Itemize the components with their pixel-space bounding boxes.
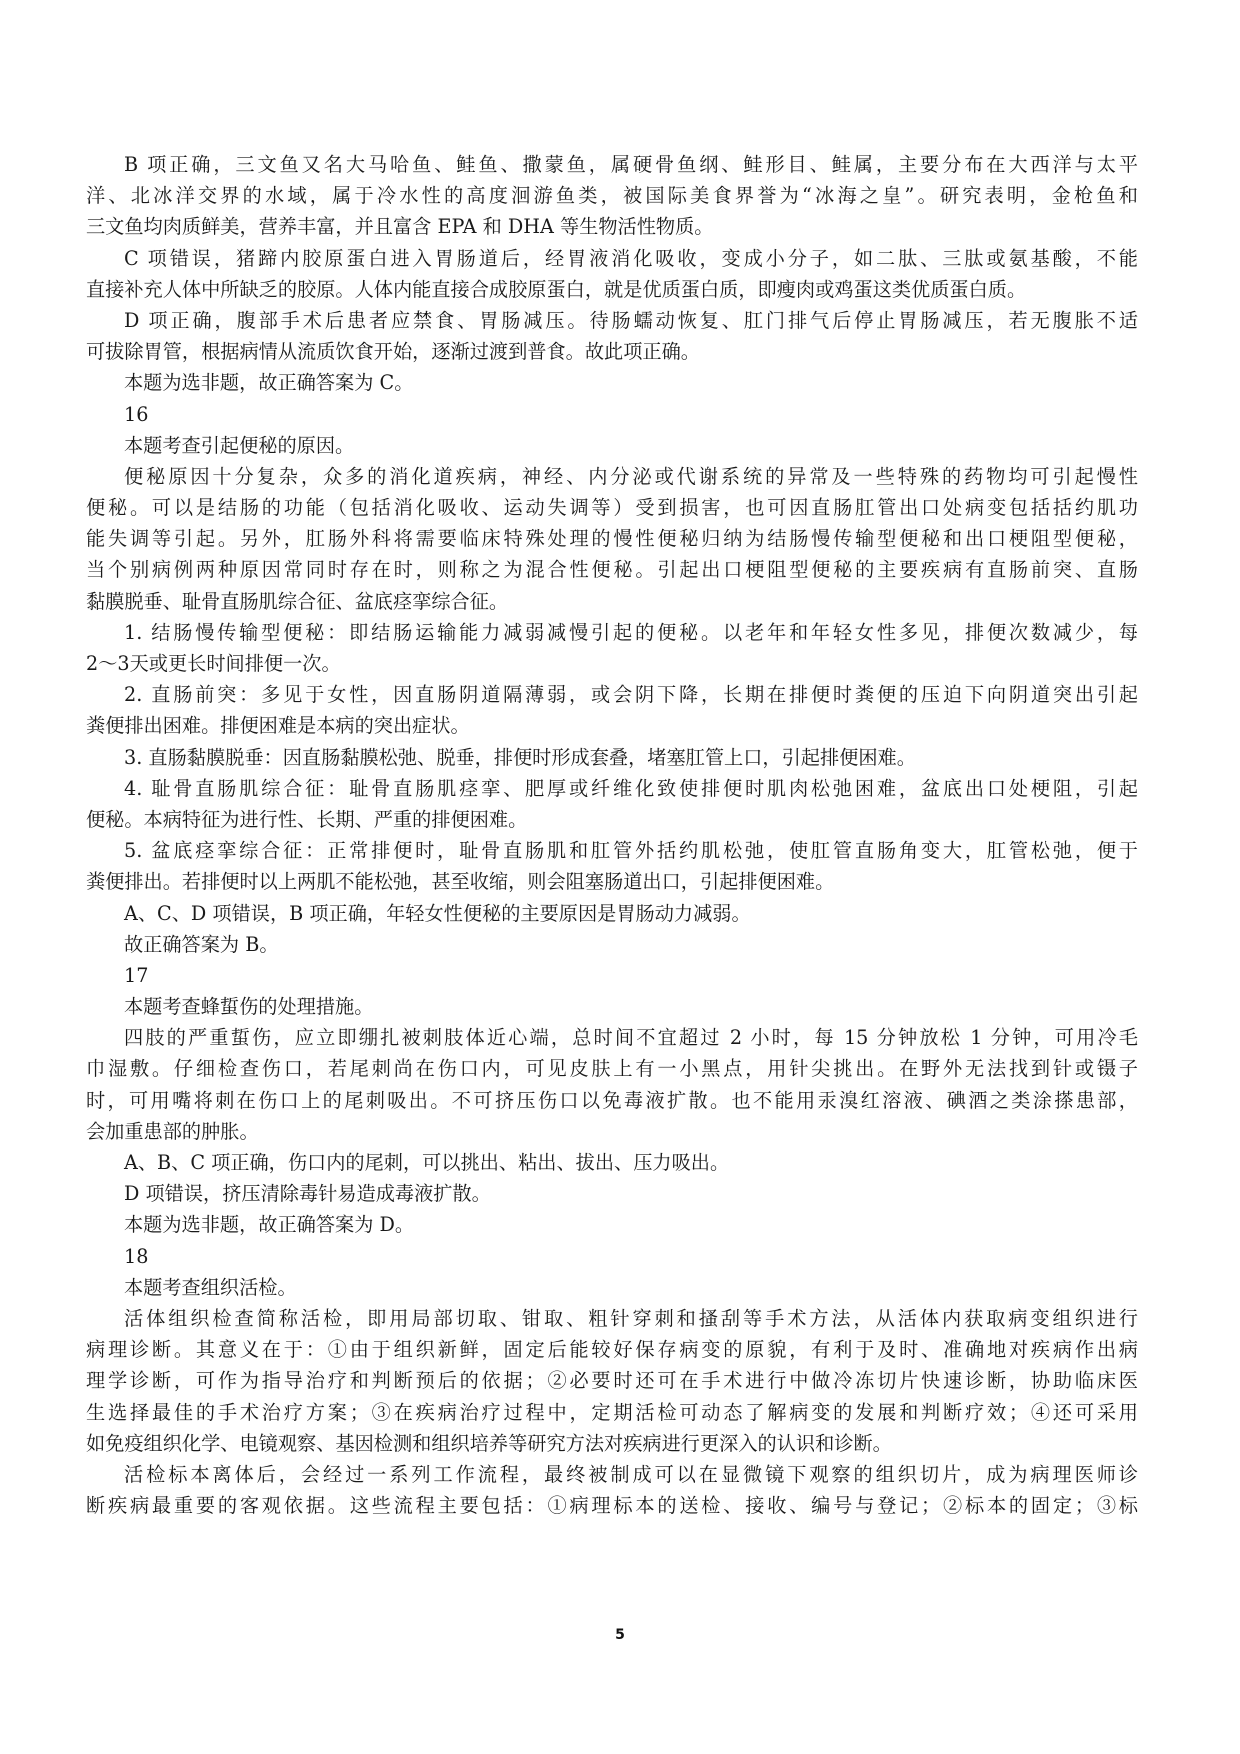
text-line: 可拔除胃管，根据病情从流质饮食开始，逐渐过渡到普食。故此项正确。 — [86, 340, 700, 364]
text-line: 17 — [124, 963, 149, 987]
text-line: 活检标本离体后，会经过一系列工作流程，最终被制成可以在显微镜下观察的组织切片，成为病理医师诊 — [124, 1462, 1138, 1486]
text-line: 病理诊断。其意义在于：①由于组织新鲜，固定后能较好保存病变的原貌，有利于及时、准确地对疾病作出病 — [86, 1338, 1138, 1362]
text-line: 当个别病例两种原因常同时存在时，则称之为混合性便秘。引起出口梗阻型便秘的主要疾病有直肠前突、直肠 — [86, 558, 1138, 582]
document-body — [86, 149, 1138, 1521]
text-line: 断疾病最重要的客观依据。这些流程主要包括：①病理标本的送检、接收、编号与登记；②标本的固定；③标 — [86, 1494, 1138, 1518]
text-line: 四肢的严重蜇伤，应立即绷扎被刺肢体近心端，总时间不宜超过 2 小时，每 15 分钟放松 1 分钟，可用冷毛 — [124, 1026, 1138, 1050]
text-line: 便秘。可以是结肠的功能（包括消化吸收、运动失调等）受到损害，也可因直肠肛管出口处病变包括括约肌功 — [86, 496, 1138, 520]
text-line: 便秘原因十分复杂，众多的消化道疾病，神经、内分泌或代谢系统的异常及一些特殊的药物均可引起慢性 — [124, 464, 1138, 488]
page-number: 5 — [615, 1627, 625, 1643]
text-line: 理学诊断，可作为指导治疗和判断预后的依据；②必要时还可在手术进行中做冷冻切片快速诊断，协助临床医 — [86, 1369, 1138, 1393]
text-line: 3. 直肠黏膜脱垂：因直肠黏膜松弛、脱垂，排便时形成套叠，堵塞肛管上口，引起排便困难。 — [124, 745, 916, 769]
text-line: D 项正确，腹部手术后患者应禁食、胃肠减压。待肠蠕动恢复、肛门排气后停止胃肠减压，若无腹胀不适 — [124, 308, 1138, 332]
text-line: 本题考查引起便秘的原因。 — [124, 433, 355, 457]
text-line: 能失调等引起。另外，肛肠外科将需要临床特殊处理的慢性便秘归纳为结肠慢传输型便秘和出口梗阻型便秘， — [86, 527, 1138, 551]
text-line: 16 — [124, 402, 149, 426]
text-line: 故正确答案为 B。 — [124, 932, 279, 956]
text-line: 会加重患部的肿胀。 — [86, 1119, 259, 1143]
text-line: 便秘。本病特征为进行性、长期、严重的排便困难。 — [86, 807, 528, 831]
text-line: A、C、D 项错误，B 项正确，年轻女性便秘的主要原因是胃肠动力减弱。 — [124, 901, 751, 925]
text-line: 三文鱼均肉质鲜美，营养丰富，并且富含 EPA 和 DHA 等生物活性物质。 — [86, 215, 714, 239]
text-line: D 项错误，挤压清除毒针易造成毒液扩散。 — [124, 1182, 491, 1206]
text-line: 直接补充人体中所缺乏的胶原。人体内能直接合成胶原蛋白，就是优质蛋白质，即瘦肉或鸡蛋这类优质蛋白质。 — [86, 277, 1027, 301]
text-line: C 项错误，猪蹄内胶原蛋白进入胃肠道后，经胃液消化吸收，变成小分子，如二肽、三肽或氨基酸，不能 — [124, 246, 1138, 270]
text-line: 生选择最佳的手术治疗方案；③在疾病治疗过程中，定期活检可动态了解病变的发展和判断疗效；④还可采用 — [86, 1400, 1138, 1424]
text-line: 洋、北冰洋交界的水域，属于冷水性的高度洄游鱼类，被国际美食界誉为“冰海之皇”。研究表明，金枪鱼和 — [86, 184, 1138, 208]
text-line: B 项正确，三文鱼又名大马哈鱼、鲑鱼、撒蒙鱼，属硬骨鱼纲、鲑形目、鲑属，主要分布在大西洋与太平 — [124, 153, 1138, 176]
text-line: 2. 直肠前突：多见于女性，因直肠阴道隔薄弱，或会阴下降，长期在排便时粪便的压迫下向阴道突出引起 — [124, 683, 1138, 707]
text-line: 本题为选非题，故正确答案为 C。 — [124, 371, 414, 395]
text-line: 本题考查组织活检。 — [124, 1275, 297, 1299]
text-line: 18 — [124, 1244, 149, 1268]
text-line: 1. 结肠慢传输型便秘：即结肠运输能力减弱减慢引起的便秘。以老年和年轻女性多见，排便次数减少，每 — [124, 620, 1138, 644]
text-line: 本题考查蜂蜇伤的处理措施。 — [124, 995, 374, 1019]
text-line: 黏膜脱垂、耻骨直肠肌综合征、盆底痉挛综合征。 — [86, 589, 509, 613]
text-line: 巾湿敷。仔细检查伤口，若尾刺尚在伤口内，可见皮肤上有一小黑点，用针尖挑出。在野外无法找到针或镊子 — [86, 1057, 1138, 1081]
text-line: A、B、C 项正确，伤口内的尾刺，可以挑出、粘出、拔出、压力吸出。 — [124, 1151, 730, 1174]
text-line: 本题为选非题，故正确答案为 D。 — [124, 1213, 415, 1237]
text-line: 活体组织检查简称活检，即用局部切取、钳取、粗针穿刺和搔刮等手术方法，从活体内获取病变组织进行 — [124, 1306, 1138, 1330]
text-line: 粪便排出困难。排便困难是本病的突出症状。 — [86, 714, 470, 738]
text-line: 2～3天或更长时间排便一次。 — [86, 652, 341, 675]
text-line: 5. 盆底痉挛综合征：正常排便时，耻骨直肠肌和肛管外括约肌松弛，使肛管直肠角变大，肛管松弛，便于 — [124, 839, 1138, 863]
text-line: 时，可用嘴将刺在伤口上的尾刺吸出。不可挤压伤口以免毒液扩散。也不能用汞溴红溶液、碘酒之类涂搽患部， — [86, 1088, 1138, 1112]
text-line: 如免疫组织化学、电镜观察、基因检测和组织培养等研究方法对疾病进行更深入的认识和诊断。 — [86, 1431, 892, 1455]
text-line: 4. 耻骨直肠肌综合征：耻骨直肠肌痉挛、肥厚或纤维化致使排便时肌肉松弛困难，盆底出口处梗阻，引起 — [124, 776, 1138, 800]
text-line: 粪便排出。若排便时以上两肌不能松弛，甚至收缩，则会阻塞肠道出口，引起排便困难。 — [86, 870, 835, 894]
